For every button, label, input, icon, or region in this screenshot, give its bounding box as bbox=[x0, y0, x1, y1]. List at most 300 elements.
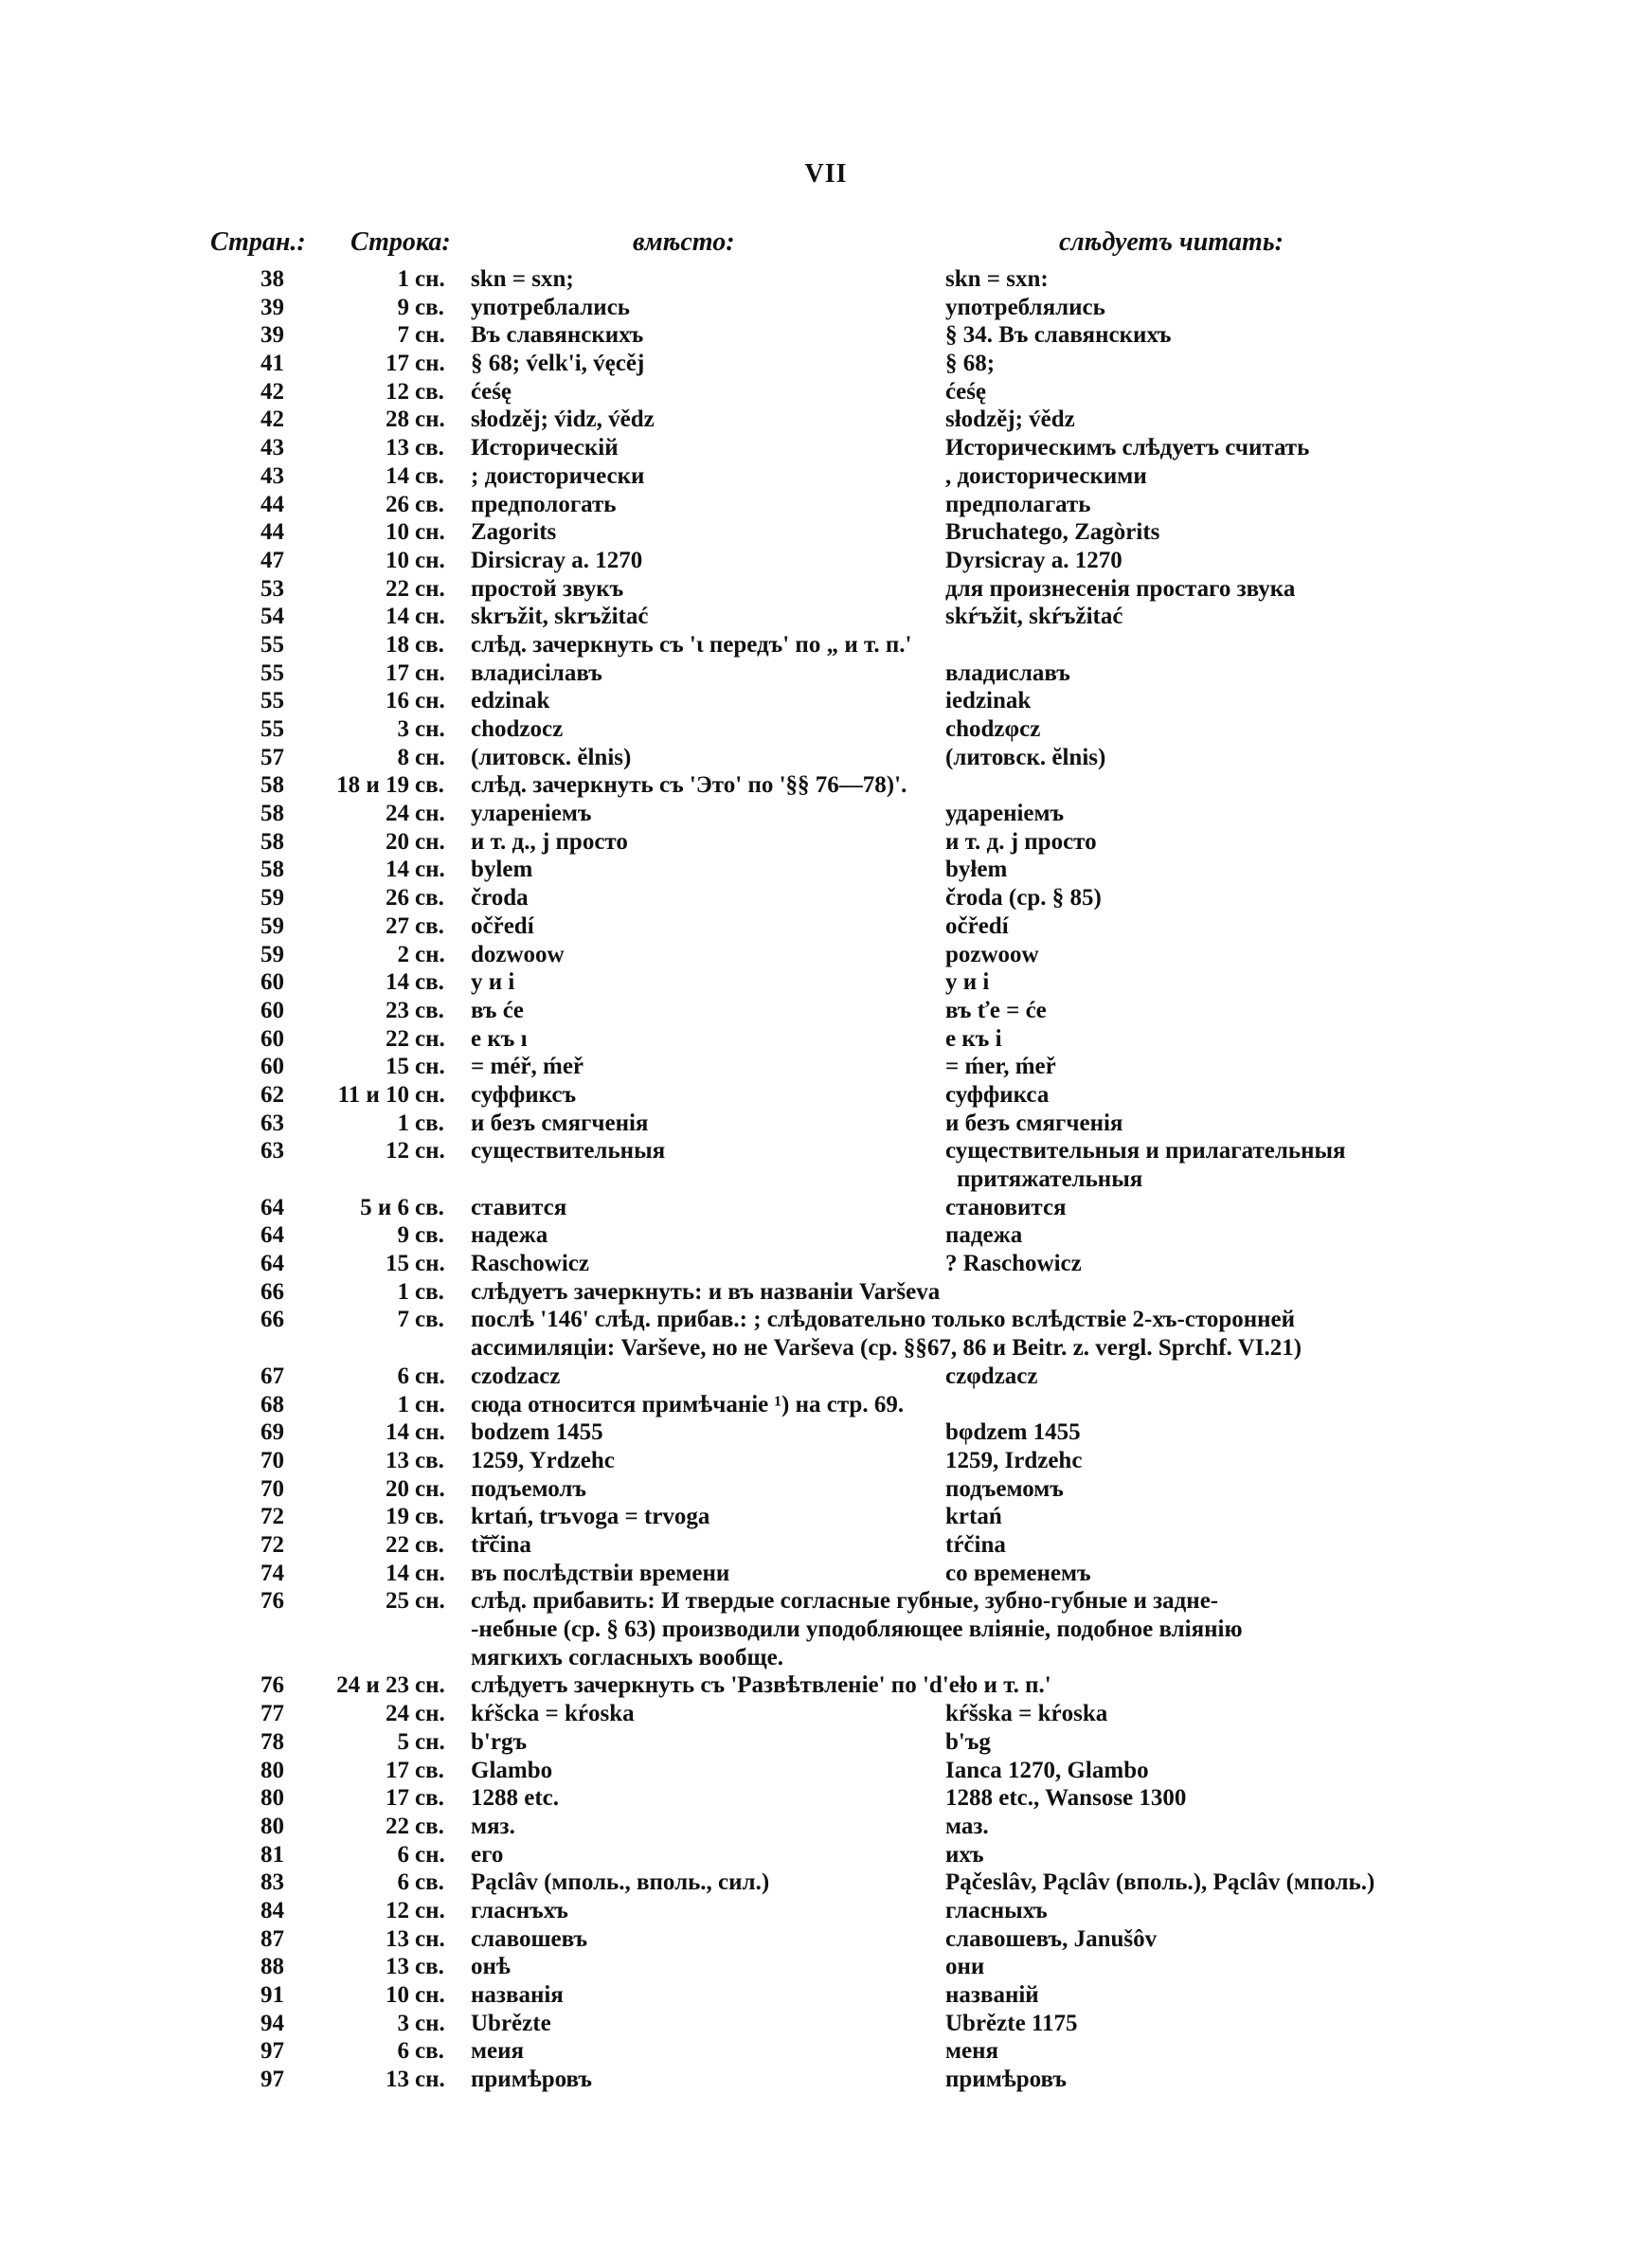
page-number-cell: 55 bbox=[260, 631, 284, 658]
table-row bbox=[0, 1560, 1652, 1588]
instead-cell: bylem bbox=[471, 857, 533, 883]
line-number-cell: 16 bbox=[386, 688, 409, 714]
read-cell: со временемъ bbox=[945, 1560, 1091, 1586]
page-number-cell: 74 bbox=[260, 1560, 284, 1586]
page-number-cell: 44 bbox=[260, 491, 284, 517]
line-number-cell: 5 bbox=[397, 1728, 409, 1755]
header-line: Строка: bbox=[350, 227, 451, 257]
position-cell: св. bbox=[415, 435, 444, 461]
instead-cell: Zagorits bbox=[471, 519, 557, 546]
line-number-cell: 17 bbox=[386, 1785, 409, 1812]
line-number-cell: 1 bbox=[397, 1391, 409, 1417]
table-row bbox=[0, 856, 1652, 884]
position-cell: сн. bbox=[415, 801, 445, 827]
table-row bbox=[0, 350, 1652, 378]
read-cell: е къ і bbox=[945, 1025, 1002, 1052]
read-cell: čroda (ср. § 85) bbox=[945, 885, 1102, 912]
table-row bbox=[0, 1587, 1652, 1671]
read-cell: для произнесенія простаго звука bbox=[945, 575, 1296, 602]
read-cell: названій bbox=[945, 1982, 1039, 2008]
line-number-cell: 11 и 10 bbox=[337, 1081, 409, 1108]
instead-cell: и т. д., j просто bbox=[471, 828, 628, 855]
page-number-cell: 80 bbox=[260, 1757, 284, 1783]
position-cell: св. bbox=[415, 912, 444, 939]
instead-cell: владисілавъ bbox=[471, 659, 602, 686]
table-row bbox=[0, 2066, 1652, 2094]
page-number-cell: 70 bbox=[260, 1447, 284, 1473]
table-row bbox=[0, 1925, 1652, 1954]
instead-cell: ćeśę bbox=[471, 378, 512, 405]
instead-cell: существительныя bbox=[471, 1138, 666, 1165]
read-cell: Ianca 1270, Glambo bbox=[945, 1757, 1149, 1783]
read-cell: ? Raschowicz bbox=[945, 1251, 1082, 1277]
page-number-cell: 54 bbox=[260, 604, 284, 630]
read-cell: и т. д. j просто bbox=[945, 828, 1097, 855]
page-number-cell: 38 bbox=[260, 266, 284, 292]
read-cell: bφdzem 1455 bbox=[945, 1419, 1081, 1446]
table-row bbox=[0, 1728, 1652, 1757]
page-number-cell: 87 bbox=[260, 1925, 284, 1952]
line-number-cell: 17 bbox=[386, 659, 409, 686]
table-row bbox=[0, 1053, 1652, 1081]
instead-cell: у и і bbox=[471, 969, 515, 996]
instead-cell: и безъ смягченія bbox=[471, 1110, 649, 1136]
page-number-cell: 41 bbox=[260, 351, 284, 377]
page-number-cell: 64 bbox=[260, 1251, 284, 1277]
page-number-cell: 42 bbox=[260, 406, 284, 433]
read-cell: падежа bbox=[945, 1222, 1023, 1249]
table-row bbox=[0, 575, 1652, 604]
instead-cell: Glambo bbox=[471, 1757, 553, 1783]
read-cell: суффикса bbox=[945, 1081, 1050, 1108]
position-cell: св. bbox=[415, 1504, 444, 1530]
table-row bbox=[0, 2010, 1652, 2038]
table-row bbox=[0, 1813, 1652, 1841]
table-row bbox=[0, 884, 1652, 912]
line-number-cell: 22 bbox=[386, 575, 409, 602]
line-number-cell: 14 bbox=[386, 604, 409, 630]
line-number-cell: 28 bbox=[386, 406, 409, 433]
instead-cell: простой звукъ bbox=[471, 575, 624, 602]
instead-cell: Pąclâv (мполь., вполь., сил.) bbox=[471, 1869, 770, 1896]
read-cell: владиславъ bbox=[945, 659, 1070, 686]
line-number-cell: 13 bbox=[386, 1447, 409, 1473]
page-number-cell: 64 bbox=[260, 1194, 284, 1220]
position-cell: сн. bbox=[415, 1925, 445, 1952]
table-row bbox=[0, 1278, 1652, 1307]
instead-cell: слѣд. зачеркнуть съ 'Это' по '§§ 76—78)'. bbox=[471, 772, 907, 799]
read-cell: гласныхъ bbox=[945, 1897, 1048, 1923]
position-cell: св. bbox=[415, 2038, 444, 2065]
position-cell: св. bbox=[415, 1194, 444, 1220]
line-number-cell: 7 bbox=[397, 322, 409, 349]
read-cell: они bbox=[945, 1954, 985, 1980]
instead-cell: očředí bbox=[471, 912, 534, 939]
position-cell: сн. bbox=[415, 659, 445, 686]
page-number-cell: 43 bbox=[260, 435, 284, 461]
read-cell: 1259, Irdzehc bbox=[945, 1447, 1083, 1473]
read-cell: Историческимъ слѣдуетъ считать bbox=[945, 435, 1310, 461]
instead-cell: улареніемъ bbox=[471, 801, 592, 827]
position-cell: сн. bbox=[415, 1672, 445, 1699]
page-number-cell: 60 bbox=[260, 969, 284, 996]
read-cell-cont: притяжательныя bbox=[957, 1166, 1143, 1192]
instead-cell: chodzocz bbox=[471, 716, 564, 742]
page-number: VII bbox=[804, 159, 848, 189]
read-cell: b'ъg bbox=[945, 1728, 991, 1755]
table-row bbox=[0, 265, 1652, 294]
position-cell: св. bbox=[415, 462, 444, 489]
line-number-cell: 14 bbox=[386, 857, 409, 883]
page-number-cell: 58 bbox=[260, 772, 284, 799]
page-number-cell: 55 bbox=[260, 659, 284, 686]
line-number-cell: 14 bbox=[386, 1419, 409, 1446]
position-cell: св. bbox=[415, 491, 444, 517]
read-cell: маз. bbox=[945, 1813, 989, 1839]
table-row bbox=[0, 1306, 1652, 1362]
page-number-cell: 39 bbox=[260, 294, 284, 320]
read-cell: Bruchatego, Zagòrits bbox=[945, 519, 1160, 546]
page-number-cell: 39 bbox=[260, 322, 284, 349]
instead-cell-cont: ассимиляціи: Varševe, но не Varševa (ср. §§67, 86 и Beitr. z. vergl. Sprchf. VI.21) bbox=[471, 1335, 1302, 1362]
instead-cell: 1288 etc. bbox=[471, 1785, 560, 1812]
page-number-cell: 60 bbox=[260, 997, 284, 1023]
table-row bbox=[0, 1671, 1652, 1700]
table-row bbox=[0, 1221, 1652, 1250]
page-number-cell: 63 bbox=[260, 1138, 284, 1165]
position-cell: св. bbox=[415, 1785, 444, 1812]
read-cell: kŕšska = kŕoska bbox=[945, 1701, 1108, 1727]
table-row bbox=[0, 434, 1652, 462]
position-cell: сн. bbox=[415, 2010, 445, 2036]
position-cell: св. bbox=[415, 1813, 444, 1839]
page-number-cell: 59 bbox=[260, 912, 284, 939]
line-number-cell: 24 и 23 bbox=[336, 1672, 409, 1699]
instead-cell: въ послѣдствіи времени bbox=[471, 1560, 730, 1586]
line-number-cell: 8 bbox=[397, 744, 409, 770]
page-number-cell: 80 bbox=[260, 1785, 284, 1812]
read-cell: (литовск. ĕlnis) bbox=[945, 744, 1106, 770]
table-row bbox=[0, 1700, 1652, 1728]
instead-cell: Dirsicray a. 1270 bbox=[471, 547, 643, 573]
instead-cell: суффиксъ bbox=[471, 1081, 577, 1108]
table-row bbox=[0, 491, 1652, 519]
line-number-cell: 25 bbox=[386, 1588, 409, 1615]
page-number-cell: 59 bbox=[260, 885, 284, 912]
line-number-cell: 24 bbox=[386, 801, 409, 827]
instead-cell: czodzacz bbox=[471, 1363, 561, 1389]
read-cell: chodzφcz bbox=[945, 716, 1041, 742]
table-row bbox=[0, 1841, 1652, 1869]
line-number-cell: 26 bbox=[386, 885, 409, 912]
read-cell: подъемомъ bbox=[945, 1475, 1064, 1502]
instead-cell: предпологать bbox=[471, 491, 617, 517]
position-cell: сн. bbox=[415, 1841, 445, 1868]
table-row bbox=[0, 828, 1652, 857]
instead-cell: ставится bbox=[471, 1194, 567, 1220]
line-number-cell: 23 bbox=[386, 997, 409, 1023]
page-number-cell: 72 bbox=[260, 1504, 284, 1530]
page-number-cell: 57 bbox=[260, 744, 284, 770]
table-row bbox=[0, 1081, 1652, 1110]
instead-cell: слѣд. зачеркнуть съ 'ι передъ' по „ и т. п.' bbox=[471, 631, 912, 658]
page-number-cell: 55 bbox=[260, 716, 284, 742]
instead-cell: tř̄čina bbox=[471, 1531, 531, 1558]
line-number-cell: 14 bbox=[386, 462, 409, 489]
table-row bbox=[0, 1250, 1652, 1278]
instead-cell: Въ славянскихъ bbox=[471, 322, 644, 349]
table-row bbox=[0, 1137, 1652, 1193]
table-row bbox=[0, 1531, 1652, 1560]
read-cell: Ubrězte 1175 bbox=[945, 2010, 1078, 2036]
read-cell: byłem bbox=[945, 857, 1008, 883]
instead-cell: skn = sxn; bbox=[471, 266, 574, 292]
read-cell: skn = sxn: bbox=[945, 266, 1049, 292]
line-number-cell: 20 bbox=[386, 828, 409, 855]
table-row bbox=[0, 1953, 1652, 1981]
line-number-cell: 12 bbox=[386, 378, 409, 405]
page-number-cell: 97 bbox=[260, 2067, 284, 2093]
table-row bbox=[0, 1475, 1652, 1504]
position-cell: сн. bbox=[415, 828, 445, 855]
instead-cell: славошевъ bbox=[471, 1925, 588, 1952]
table-row bbox=[0, 1391, 1652, 1419]
position-cell: сн. bbox=[415, 1054, 445, 1080]
position-cell: сн. bbox=[415, 1025, 445, 1052]
instead-cell: подъемолъ bbox=[471, 1475, 586, 1502]
instead-cell: ; доисторически bbox=[471, 462, 645, 489]
position-cell: св. bbox=[415, 1531, 444, 1558]
line-number-cell: 10 bbox=[386, 547, 409, 573]
line-number-cell: 14 bbox=[386, 969, 409, 996]
line-number-cell: 1 bbox=[397, 1110, 409, 1136]
table-row bbox=[0, 687, 1652, 715]
table-row bbox=[0, 603, 1652, 631]
page-number-cell: 53 bbox=[260, 575, 284, 602]
position-cell: св. bbox=[415, 1278, 444, 1305]
table-row bbox=[0, 1503, 1652, 1531]
line-number-cell: 26 bbox=[386, 491, 409, 517]
page-number-cell: 58 bbox=[260, 857, 284, 883]
line-number-cell: 1 bbox=[397, 266, 409, 292]
line-number-cell: 5 и 6 bbox=[360, 1194, 409, 1220]
instead-cell: примѣровъ bbox=[471, 2067, 592, 2093]
position-cell: св. bbox=[415, 1307, 444, 1333]
instead-cell: послѣ '146' слѣд. прибав.: ; слѣдовательно только вслѣдствіе 2-хъ-сторонней bbox=[471, 1307, 1296, 1333]
position-cell: сн. bbox=[415, 322, 445, 349]
position-cell: сн. bbox=[415, 1419, 445, 1446]
instead-cell: § 68; v́elk'i, v́ęcěj bbox=[471, 351, 645, 377]
instead-cell: b'rgъ bbox=[471, 1728, 528, 1755]
read-cell: въ ťe = će bbox=[945, 997, 1047, 1023]
header-read: слѣдуетъ читать: bbox=[1059, 227, 1284, 257]
line-number-cell: 13 bbox=[386, 1925, 409, 1952]
read-cell: удареніемъ bbox=[945, 801, 1065, 827]
read-cell: pozwoow bbox=[945, 941, 1039, 967]
line-number-cell: 20 bbox=[386, 1475, 409, 1502]
instead-cell: kŕšcka = kŕoska bbox=[471, 1701, 635, 1727]
read-cell: krtań bbox=[945, 1504, 1002, 1530]
read-cell: 1288 etc., Wansose 1300 bbox=[945, 1785, 1187, 1812]
read-cell: ćeśę bbox=[945, 378, 987, 405]
table-row bbox=[0, 294, 1652, 322]
instead-cell: 1259, Yrdzehc bbox=[471, 1447, 615, 1473]
table-row bbox=[0, 800, 1652, 828]
read-cell: czφdzacz bbox=[945, 1363, 1038, 1389]
position-cell: сн. bbox=[415, 1391, 445, 1417]
table-row bbox=[0, 1110, 1652, 1138]
line-number-cell: 2 bbox=[397, 941, 409, 967]
table-row bbox=[0, 1447, 1652, 1475]
table-row bbox=[0, 659, 1652, 688]
table-row bbox=[0, 744, 1652, 772]
read-cell: Dyrsicray a. 1270 bbox=[945, 547, 1122, 573]
page-number-cell: 43 bbox=[260, 462, 284, 489]
page-number-cell: 68 bbox=[260, 1391, 284, 1417]
position-cell: сн. bbox=[415, 1560, 445, 1586]
page-number-cell: 63 bbox=[260, 1110, 284, 1136]
page-number-cell: 55 bbox=[260, 688, 284, 714]
position-cell: св. bbox=[415, 378, 444, 405]
read-cell: słodzěj; v́ědz bbox=[945, 406, 1075, 433]
page-number-cell: 76 bbox=[260, 1672, 284, 1699]
position-cell: св. bbox=[415, 294, 444, 320]
instead-cell: названія bbox=[471, 1982, 564, 2008]
table-row bbox=[0, 631, 1652, 659]
table-row bbox=[0, 715, 1652, 744]
page-number-cell: 62 bbox=[260, 1081, 284, 1108]
instead-cell: Историческій bbox=[471, 435, 619, 461]
position-cell: св. bbox=[415, 997, 444, 1023]
line-number-cell: 9 bbox=[397, 1222, 409, 1249]
line-number-cell: 15 bbox=[386, 1054, 409, 1080]
page-number-cell: 42 bbox=[260, 378, 284, 405]
line-number-cell: 7 bbox=[397, 1307, 409, 1333]
instead-cell: = méř, ḿeř bbox=[471, 1054, 584, 1080]
line-number-cell: 6 bbox=[397, 1841, 409, 1868]
table-row bbox=[0, 1194, 1652, 1222]
line-number-cell: 6 bbox=[397, 1869, 409, 1896]
instead-cell: надежа bbox=[471, 1222, 548, 1249]
header-instead: вмѣсто: bbox=[633, 227, 735, 257]
position-cell: св. bbox=[415, 1869, 444, 1896]
read-cell: § 34. Въ славянскихъ bbox=[945, 322, 1172, 349]
page-number-cell: 94 bbox=[260, 2010, 284, 2036]
table-row bbox=[0, 997, 1652, 1025]
table-row bbox=[0, 941, 1652, 969]
position-cell: сн. bbox=[415, 351, 445, 377]
instead-cell: онѣ bbox=[471, 1954, 511, 1980]
position-cell: сн. bbox=[415, 266, 445, 292]
position-cell: св. bbox=[415, 1447, 444, 1473]
table-row bbox=[0, 547, 1652, 575]
position-cell: сн. bbox=[415, 744, 445, 770]
line-number-cell: 18 bbox=[386, 631, 409, 658]
position-cell: св. bbox=[415, 1222, 444, 1249]
position-cell: св. bbox=[415, 772, 444, 799]
position-cell: св. bbox=[415, 1110, 444, 1136]
instead-cell: мяз. bbox=[471, 1813, 515, 1839]
page-number-cell: 91 bbox=[260, 1982, 284, 2008]
page-number-cell: 78 bbox=[260, 1728, 284, 1755]
position-cell: сн. bbox=[415, 857, 445, 883]
page-number-cell: 47 bbox=[260, 547, 284, 573]
instead-cell: dozwoow bbox=[471, 941, 565, 967]
read-cell: skŕъžit, skŕъžitać bbox=[945, 604, 1123, 630]
page-number-cell: 64 bbox=[260, 1222, 284, 1249]
instead-cell: въ će bbox=[471, 997, 524, 1023]
table-row bbox=[0, 1897, 1652, 1925]
instead-cell: его bbox=[471, 1841, 504, 1868]
page-number-cell: 59 bbox=[260, 941, 284, 967]
instead-cell: сюда относится примѣчаніе ¹) на стр. 69. bbox=[471, 1391, 905, 1417]
page-number-cell: 76 bbox=[260, 1588, 284, 1615]
instead-cell: edzinak bbox=[471, 688, 550, 714]
read-cell: становится bbox=[945, 1194, 1067, 1220]
line-number-cell: 22 bbox=[386, 1025, 409, 1052]
line-number-cell: 3 bbox=[397, 716, 409, 742]
instead-cell: krtań, trъvoga = trvoga bbox=[471, 1504, 710, 1530]
page-number-cell: 66 bbox=[260, 1278, 284, 1305]
read-cell: tŕčina bbox=[945, 1531, 1006, 1558]
page-number-cell: 72 bbox=[260, 1531, 284, 1558]
read-cell: употреблялись bbox=[945, 294, 1105, 320]
position-cell: сн. bbox=[415, 1588, 445, 1615]
read-cell: меня bbox=[945, 2038, 999, 2065]
page-number-cell: 44 bbox=[260, 519, 284, 546]
line-number-cell: 18 и 19 bbox=[336, 772, 409, 799]
instead-cell: гласнъхъ bbox=[471, 1897, 568, 1923]
position-cell: св. bbox=[415, 1954, 444, 1980]
table-row bbox=[0, 2037, 1652, 2066]
position-cell: сн. bbox=[415, 519, 445, 546]
instead-cell: bodzem 1455 bbox=[471, 1419, 603, 1446]
page-number-cell: 67 bbox=[260, 1363, 284, 1389]
line-number-cell: 3 bbox=[397, 2010, 409, 2036]
position-cell: сн. bbox=[415, 716, 445, 742]
position-cell: сн. bbox=[415, 2067, 445, 2093]
table-row bbox=[0, 1363, 1652, 1391]
position-cell: сн. bbox=[415, 941, 445, 967]
position-cell: сн. bbox=[415, 575, 445, 602]
read-cell: , доисторическими bbox=[945, 462, 1147, 489]
header-page: Стран.: bbox=[210, 227, 306, 257]
instead-cell: Ubrězte bbox=[471, 2010, 551, 2036]
read-cell: § 68; bbox=[945, 351, 996, 377]
read-cell: у и і bbox=[945, 969, 990, 996]
position-cell: св. bbox=[415, 969, 444, 996]
line-number-cell: 9 bbox=[397, 294, 409, 320]
table-row bbox=[0, 1784, 1652, 1813]
position-cell: сн. bbox=[415, 1728, 445, 1755]
instead-cell: słodzěj; v́idz, v́ědz bbox=[471, 406, 655, 433]
position-cell: сн. bbox=[415, 1982, 445, 2008]
page-number-cell: 84 bbox=[260, 1897, 284, 1923]
position-cell: сн. bbox=[415, 1363, 445, 1389]
table-row bbox=[0, 968, 1652, 997]
position-cell: сн. bbox=[415, 604, 445, 630]
position-cell: сн. bbox=[415, 1701, 445, 1727]
instead-cell: skrъžit, skrъžitać bbox=[471, 604, 649, 630]
read-cell: = ḿer, ḿeř bbox=[945, 1054, 1056, 1080]
errata-table bbox=[0, 265, 1652, 2094]
read-cell: предполагать bbox=[945, 491, 1091, 517]
position-cell: сн. bbox=[415, 688, 445, 714]
page-number-cell: 88 bbox=[260, 1954, 284, 1980]
page-number-cell: 58 bbox=[260, 801, 284, 827]
page-number-cell: 60 bbox=[260, 1054, 284, 1080]
instead-cell: е къ ı bbox=[471, 1025, 528, 1052]
